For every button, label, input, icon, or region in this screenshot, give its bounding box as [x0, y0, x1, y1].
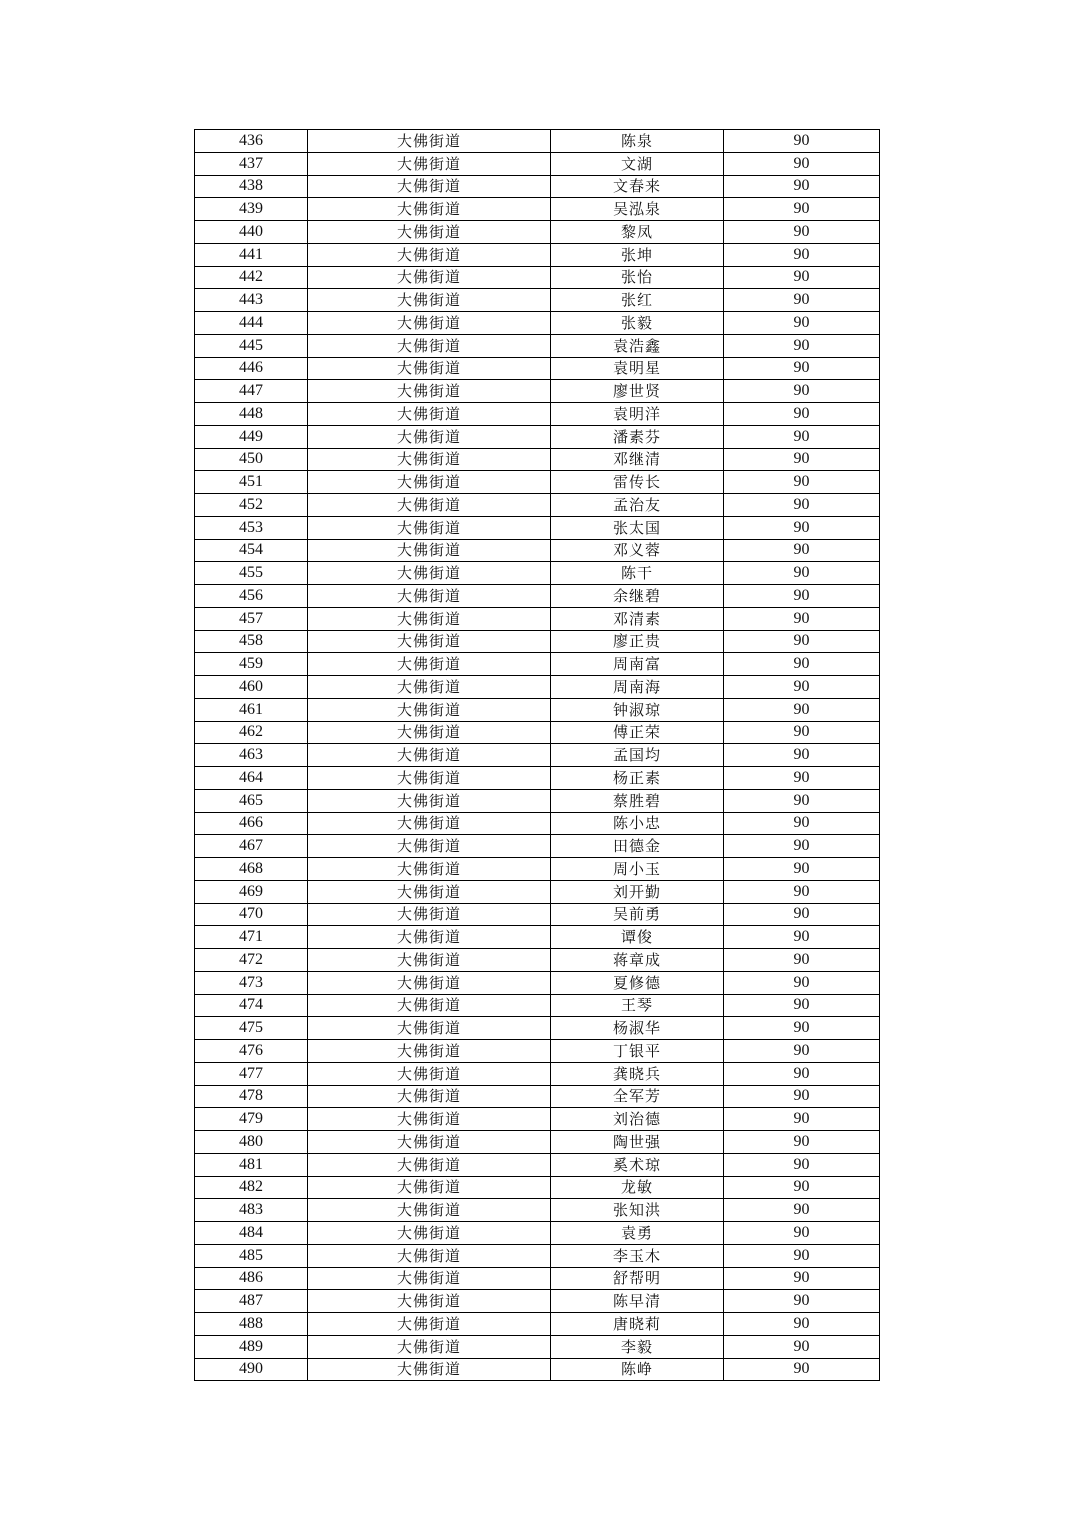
row-number-cell: 485: [195, 1244, 308, 1267]
score-cell: 90: [724, 698, 880, 721]
table-row: [195, 1040, 880, 1063]
name-cell: 邓义蓉: [551, 539, 724, 562]
street-cell: 大佛街道: [308, 221, 551, 244]
name-cell: 余继碧: [551, 585, 724, 608]
table-row: [195, 676, 880, 699]
street-cell: 大佛街道: [308, 539, 551, 562]
table-row: [195, 926, 880, 949]
score-cell: 90: [724, 357, 880, 380]
street-cell: 大佛街道: [308, 403, 551, 426]
street-cell: 大佛街道: [308, 607, 551, 630]
street-cell: 大佛街道: [308, 971, 551, 994]
street-cell: 大佛街道: [308, 767, 551, 790]
table-row: [195, 812, 880, 835]
table-row: [195, 1290, 880, 1313]
street-cell: 大佛街道: [308, 858, 551, 881]
name-cell: 孟国均: [551, 744, 724, 767]
name-cell: 袁勇: [551, 1222, 724, 1245]
score-cell: 90: [724, 926, 880, 949]
table-row: [195, 1062, 880, 1085]
street-cell: 大佛街道: [308, 494, 551, 517]
table-row: [195, 403, 880, 426]
street-cell: 大佛街道: [308, 312, 551, 335]
street-cell: 大佛街道: [308, 789, 551, 812]
street-cell: 大佛街道: [308, 425, 551, 448]
street-cell: 大佛街道: [308, 949, 551, 972]
row-number-cell: 490: [195, 1358, 308, 1381]
row-number-cell: 478: [195, 1085, 308, 1108]
street-cell: 大佛街道: [308, 903, 551, 926]
name-cell: 文湖: [551, 152, 724, 175]
score-cell: 90: [724, 1017, 880, 1040]
table-row: [195, 1153, 880, 1176]
table-row: [195, 607, 880, 630]
score-cell: 90: [724, 721, 880, 744]
score-cell: 90: [724, 630, 880, 653]
row-number-cell: 476: [195, 1040, 308, 1063]
row-number-cell: 461: [195, 698, 308, 721]
street-cell: 大佛街道: [308, 744, 551, 767]
row-number-cell: 442: [195, 266, 308, 289]
name-cell: 廖正贵: [551, 630, 724, 653]
row-number-cell: 449: [195, 425, 308, 448]
row-number-cell: 486: [195, 1267, 308, 1290]
name-cell: 蔡胜碧: [551, 789, 724, 812]
table-row: [195, 1267, 880, 1290]
table-row: [195, 1313, 880, 1336]
table-row: [195, 903, 880, 926]
name-cell: 李毅: [551, 1335, 724, 1358]
name-cell: 吴前勇: [551, 903, 724, 926]
row-number-cell: 477: [195, 1062, 308, 1085]
row-number-cell: 445: [195, 334, 308, 357]
score-cell: 90: [724, 130, 880, 153]
table-row: [195, 858, 880, 881]
name-cell: 傅正荣: [551, 721, 724, 744]
table-row: [195, 1017, 880, 1040]
table-row: [195, 835, 880, 858]
name-cell: 孟治友: [551, 494, 724, 517]
row-number-cell: 448: [195, 403, 308, 426]
row-number-cell: 455: [195, 562, 308, 585]
score-cell: 90: [724, 1153, 880, 1176]
street-cell: 大佛街道: [308, 357, 551, 380]
row-number-cell: 446: [195, 357, 308, 380]
row-number-cell: 454: [195, 539, 308, 562]
name-cell: 奚术琼: [551, 1153, 724, 1176]
row-number-cell: 467: [195, 835, 308, 858]
table-row: [195, 1176, 880, 1199]
street-cell: 大佛街道: [308, 926, 551, 949]
row-number-cell: 487: [195, 1290, 308, 1313]
name-cell: 张太国: [551, 516, 724, 539]
name-cell: 周小玉: [551, 858, 724, 881]
street-cell: 大佛街道: [308, 835, 551, 858]
table-row: [195, 698, 880, 721]
name-cell: 邓清素: [551, 607, 724, 630]
table-row: [195, 448, 880, 471]
street-cell: 大佛街道: [308, 243, 551, 266]
row-number-cell: 474: [195, 994, 308, 1017]
street-cell: 大佛街道: [308, 289, 551, 312]
street-cell: 大佛街道: [308, 698, 551, 721]
score-cell: 90: [724, 676, 880, 699]
street-cell: 大佛街道: [308, 1222, 551, 1245]
name-cell: 张怡: [551, 266, 724, 289]
row-number-cell: 481: [195, 1153, 308, 1176]
score-cell: 90: [724, 539, 880, 562]
name-cell: 舒帮明: [551, 1267, 724, 1290]
row-number-cell: 482: [195, 1176, 308, 1199]
table-row: [195, 949, 880, 972]
score-cell: 90: [724, 1267, 880, 1290]
street-cell: 大佛街道: [308, 1040, 551, 1063]
name-cell: 袁明星: [551, 357, 724, 380]
row-number-cell: 437: [195, 152, 308, 175]
score-cell: 90: [724, 425, 880, 448]
score-cell: 90: [724, 949, 880, 972]
score-cell: 90: [724, 971, 880, 994]
street-cell: 大佛街道: [308, 1176, 551, 1199]
row-number-cell: 447: [195, 380, 308, 403]
row-number-cell: 479: [195, 1108, 308, 1131]
table-row: [195, 1222, 880, 1245]
row-number-cell: 462: [195, 721, 308, 744]
street-cell: 大佛街道: [308, 1313, 551, 1336]
table-row: [195, 266, 880, 289]
row-number-cell: 470: [195, 903, 308, 926]
name-cell: 全军芳: [551, 1085, 724, 1108]
table-row: [195, 562, 880, 585]
score-cell: 90: [724, 562, 880, 585]
name-cell: 潘素芬: [551, 425, 724, 448]
row-number-cell: 484: [195, 1222, 308, 1245]
table-row: [195, 994, 880, 1017]
row-number-cell: 459: [195, 653, 308, 676]
street-cell: 大佛街道: [308, 448, 551, 471]
row-number-cell: 444: [195, 312, 308, 335]
street-cell: 大佛街道: [308, 1358, 551, 1381]
street-cell: 大佛街道: [308, 1290, 551, 1313]
row-number-cell: 438: [195, 175, 308, 198]
table-row: [195, 630, 880, 653]
name-cell: 陈泉: [551, 130, 724, 153]
street-cell: 大佛街道: [308, 676, 551, 699]
score-cell: 90: [724, 448, 880, 471]
street-cell: 大佛街道: [308, 152, 551, 175]
name-cell: 张毅: [551, 312, 724, 335]
score-cell: 90: [724, 198, 880, 221]
street-cell: 大佛街道: [308, 471, 551, 494]
table-row: [195, 380, 880, 403]
table-row: [195, 880, 880, 903]
score-cell: 90: [724, 653, 880, 676]
name-cell: 陶世强: [551, 1131, 724, 1154]
row-number-cell: 458: [195, 630, 308, 653]
score-cell: 90: [724, 312, 880, 335]
table-row: [195, 1358, 880, 1381]
roster-table: [194, 129, 880, 1381]
row-number-cell: 456: [195, 585, 308, 608]
score-cell: 90: [724, 516, 880, 539]
street-cell: 大佛街道: [308, 380, 551, 403]
score-cell: 90: [724, 221, 880, 244]
row-number-cell: 443: [195, 289, 308, 312]
row-number-cell: 480: [195, 1131, 308, 1154]
score-cell: 90: [724, 1108, 880, 1131]
street-cell: 大佛街道: [308, 812, 551, 835]
name-cell: 杨淑华: [551, 1017, 724, 1040]
street-cell: 大佛街道: [308, 630, 551, 653]
score-cell: 90: [724, 1131, 880, 1154]
street-cell: 大佛街道: [308, 1062, 551, 1085]
roster-table-body: [195, 130, 880, 1381]
street-cell: 大佛街道: [308, 198, 551, 221]
row-number-cell: 466: [195, 812, 308, 835]
name-cell: 陈早清: [551, 1290, 724, 1313]
table-row: [195, 1085, 880, 1108]
row-number-cell: 452: [195, 494, 308, 517]
street-cell: 大佛街道: [308, 1267, 551, 1290]
score-cell: 90: [724, 243, 880, 266]
table-row: [195, 1244, 880, 1267]
row-number-cell: 436: [195, 130, 308, 153]
row-number-cell: 439: [195, 198, 308, 221]
row-number-cell: 440: [195, 221, 308, 244]
street-cell: 大佛街道: [308, 1153, 551, 1176]
row-number-cell: 453: [195, 516, 308, 539]
name-cell: 张坤: [551, 243, 724, 266]
table-row: [195, 1335, 880, 1358]
name-cell: 夏修德: [551, 971, 724, 994]
table-row: [195, 585, 880, 608]
street-cell: 大佛街道: [308, 130, 551, 153]
score-cell: 90: [724, 1358, 880, 1381]
name-cell: 文春来: [551, 175, 724, 198]
row-number-cell: 464: [195, 767, 308, 790]
row-number-cell: 473: [195, 971, 308, 994]
score-cell: 90: [724, 880, 880, 903]
score-cell: 90: [724, 1062, 880, 1085]
table-row: [195, 653, 880, 676]
name-cell: 吴泓泉: [551, 198, 724, 221]
table-row: [195, 334, 880, 357]
street-cell: 大佛街道: [308, 1199, 551, 1222]
table-row: [195, 721, 880, 744]
score-cell: 90: [724, 1313, 880, 1336]
table-row: [195, 175, 880, 198]
name-cell: 袁浩鑫: [551, 334, 724, 357]
row-number-cell: 468: [195, 858, 308, 881]
name-cell: 刘治德: [551, 1108, 724, 1131]
name-cell: 唐晓莉: [551, 1313, 724, 1336]
table-row: [195, 1108, 880, 1131]
street-cell: 大佛街道: [308, 1108, 551, 1131]
table-row: [195, 243, 880, 266]
score-cell: 90: [724, 744, 880, 767]
table-row: [195, 767, 880, 790]
street-cell: 大佛街道: [308, 1244, 551, 1267]
row-number-cell: 489: [195, 1335, 308, 1358]
street-cell: 大佛街道: [308, 334, 551, 357]
score-cell: 90: [724, 403, 880, 426]
name-cell: 张知洪: [551, 1199, 724, 1222]
name-cell: 杨正素: [551, 767, 724, 790]
table-row: [195, 357, 880, 380]
table-row: [195, 289, 880, 312]
score-cell: 90: [724, 175, 880, 198]
street-cell: 大佛街道: [308, 880, 551, 903]
row-number-cell: 488: [195, 1313, 308, 1336]
table-row: [195, 425, 880, 448]
table-row: [195, 1131, 880, 1154]
score-cell: 90: [724, 1244, 880, 1267]
name-cell: 谭俊: [551, 926, 724, 949]
table-row: [195, 494, 880, 517]
name-cell: 周南富: [551, 653, 724, 676]
table-row: [195, 471, 880, 494]
table-row: [195, 744, 880, 767]
row-number-cell: 451: [195, 471, 308, 494]
score-cell: 90: [724, 789, 880, 812]
score-cell: 90: [724, 835, 880, 858]
name-cell: 田德金: [551, 835, 724, 858]
score-cell: 90: [724, 380, 880, 403]
name-cell: 陈峥: [551, 1358, 724, 1381]
name-cell: 钟淑琼: [551, 698, 724, 721]
score-cell: 90: [724, 471, 880, 494]
score-cell: 90: [724, 334, 880, 357]
row-number-cell: 450: [195, 448, 308, 471]
street-cell: 大佛街道: [308, 585, 551, 608]
table-row: [195, 130, 880, 153]
row-number-cell: 469: [195, 880, 308, 903]
score-cell: 90: [724, 1199, 880, 1222]
name-cell: 丁银平: [551, 1040, 724, 1063]
table-row: [195, 516, 880, 539]
table-row: [195, 152, 880, 175]
street-cell: 大佛街道: [308, 1335, 551, 1358]
table-row: [195, 539, 880, 562]
street-cell: 大佛街道: [308, 562, 551, 585]
table-row: [195, 312, 880, 335]
name-cell: 李玉木: [551, 1244, 724, 1267]
street-cell: 大佛街道: [308, 175, 551, 198]
table-row: [195, 971, 880, 994]
street-cell: 大佛街道: [308, 653, 551, 676]
table-row: [195, 1199, 880, 1222]
score-cell: 90: [724, 858, 880, 881]
row-number-cell: 463: [195, 744, 308, 767]
table-row: [195, 789, 880, 812]
score-cell: 90: [724, 1176, 880, 1199]
score-cell: 90: [724, 585, 880, 608]
score-cell: 90: [724, 1290, 880, 1313]
score-cell: 90: [724, 1085, 880, 1108]
row-number-cell: 441: [195, 243, 308, 266]
row-number-cell: 460: [195, 676, 308, 699]
street-cell: 大佛街道: [308, 1017, 551, 1040]
name-cell: 陈干: [551, 562, 724, 585]
street-cell: 大佛街道: [308, 1131, 551, 1154]
street-cell: 大佛街道: [308, 994, 551, 1017]
row-number-cell: 475: [195, 1017, 308, 1040]
name-cell: 龚晓兵: [551, 1062, 724, 1085]
score-cell: 90: [724, 1335, 880, 1358]
name-cell: 蒋章成: [551, 949, 724, 972]
name-cell: 王琴: [551, 994, 724, 1017]
score-cell: 90: [724, 1222, 880, 1245]
name-cell: 陈小忠: [551, 812, 724, 835]
score-cell: 90: [724, 152, 880, 175]
name-cell: 雷传长: [551, 471, 724, 494]
score-cell: 90: [724, 266, 880, 289]
street-cell: 大佛街道: [308, 1085, 551, 1108]
score-cell: 90: [724, 994, 880, 1017]
score-cell: 90: [724, 812, 880, 835]
row-number-cell: 471: [195, 926, 308, 949]
street-cell: 大佛街道: [308, 721, 551, 744]
score-cell: 90: [724, 494, 880, 517]
table-row: [195, 221, 880, 244]
name-cell: 袁明洋: [551, 403, 724, 426]
name-cell: 廖世贤: [551, 380, 724, 403]
street-cell: 大佛街道: [308, 266, 551, 289]
row-number-cell: 483: [195, 1199, 308, 1222]
street-cell: 大佛街道: [308, 516, 551, 539]
score-cell: 90: [724, 903, 880, 926]
score-cell: 90: [724, 767, 880, 790]
name-cell: 张红: [551, 289, 724, 312]
score-cell: 90: [724, 1040, 880, 1063]
score-cell: 90: [724, 289, 880, 312]
name-cell: 刘开勤: [551, 880, 724, 903]
name-cell: 黎凤: [551, 221, 724, 244]
table-row: [195, 198, 880, 221]
row-number-cell: 472: [195, 949, 308, 972]
score-cell: 90: [724, 607, 880, 630]
name-cell: 邓继清: [551, 448, 724, 471]
name-cell: 周南海: [551, 676, 724, 699]
name-cell: 龙敏: [551, 1176, 724, 1199]
row-number-cell: 465: [195, 789, 308, 812]
row-number-cell: 457: [195, 607, 308, 630]
